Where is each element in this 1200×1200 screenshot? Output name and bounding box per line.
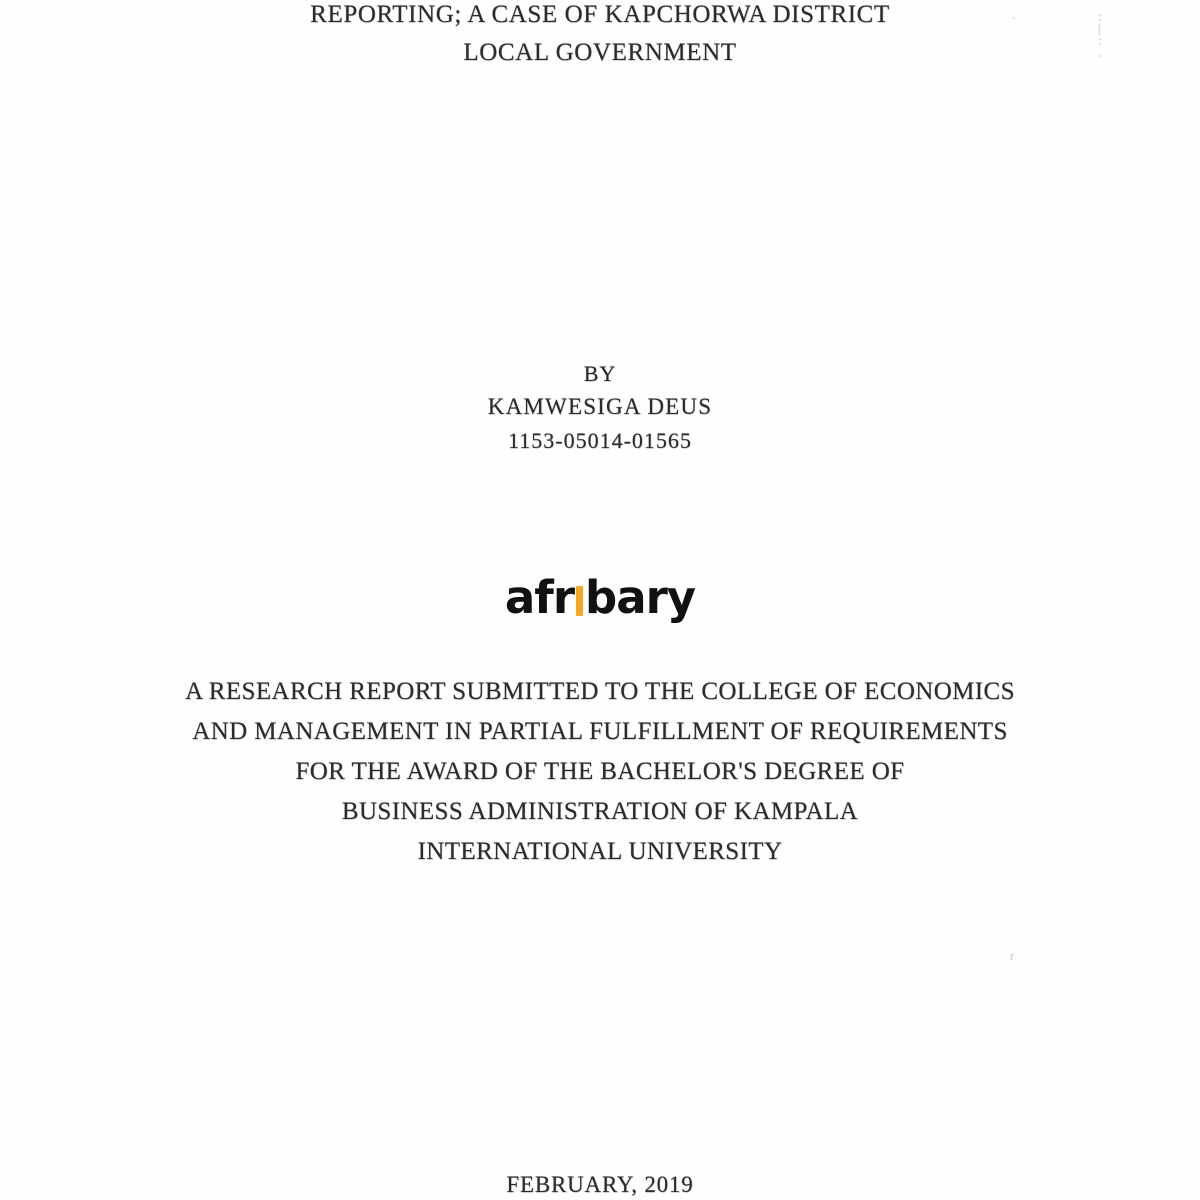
scan-artifact-column-1: :	[1098, 10, 1102, 25]
scan-artifact-mark: r	[1010, 948, 1015, 963]
scan-artifact-column-3: :	[1098, 34, 1102, 49]
author-name: KAMWESIGA DEUS	[487, 394, 713, 419]
author-block	[0, 358, 1200, 458]
submission-line-1: A RESEARCH REPORT SUBMITTED TO THE COLLEGE OF ECONOMICS	[185, 678, 1015, 705]
title-line-1: REPORTING; A CASE OF KAPCHORWA DISTRICT	[310, 1, 890, 28]
watermark-text-left: afr	[504, 571, 575, 624]
submission-line-5: INTERNATIONAL UNIVERSITY	[417, 838, 783, 865]
registration-number: 1153-05014-01565	[508, 428, 692, 453]
submission-statement	[0, 672, 1200, 872]
scan-artifact-column-2: |	[1098, 22, 1101, 37]
document-title	[0, 0, 1200, 72]
submission-line-2: AND MANAGEMENT IN PARTIAL FULFILLMENT OF REQUIREMENTS	[192, 718, 1008, 745]
watermark-accent-bar	[576, 586, 583, 616]
scan-artifact-column-4: .	[1098, 46, 1102, 61]
scan-artifact-dot: .	[1012, 8, 1016, 23]
watermark-text-right: bary	[585, 571, 696, 624]
by-label: BY	[583, 361, 617, 386]
submission-line-4: BUSINESS ADMINISTRATION OF KAMPALA	[341, 798, 859, 825]
submission-line-3: FOR THE AWARD OF THE BACHELOR'S DEGREE OF	[295, 758, 905, 785]
date-text: FEBRUARY, 2019	[506, 1172, 694, 1197]
afribary-watermark	[0, 572, 1200, 624]
title-line-2: LOCAL GOVERNMENT	[463, 39, 737, 66]
scan-artifact-column	[1098, 12, 1102, 60]
document-date	[0, 1172, 1200, 1198]
watermark-logo	[505, 572, 695, 624]
